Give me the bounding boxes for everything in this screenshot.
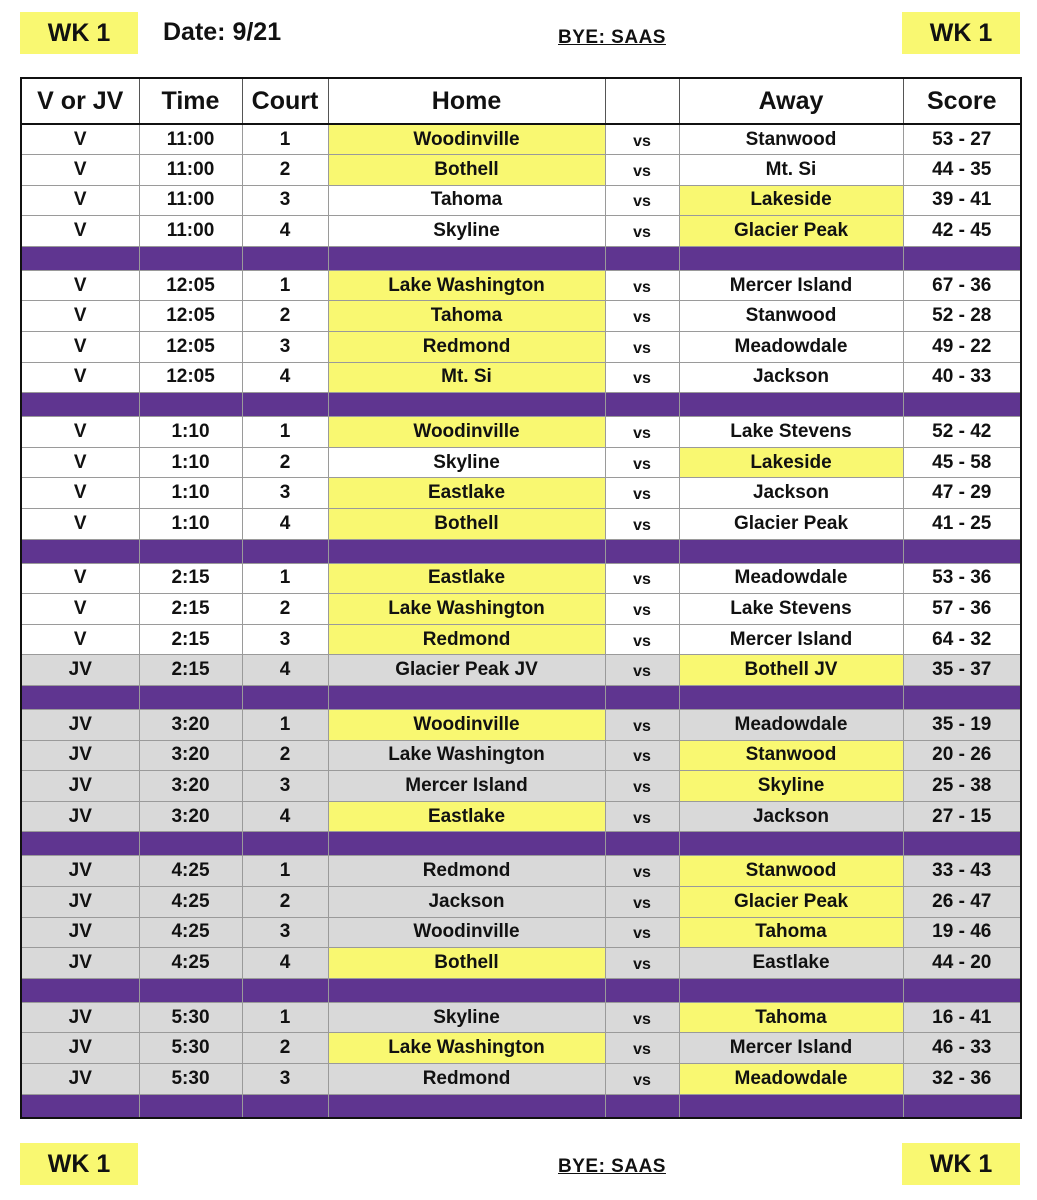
separator-cell <box>605 1094 679 1118</box>
score-cell: 27 - 15 <box>903 801 1021 832</box>
game-row <box>21 362 1021 393</box>
separator-cell <box>679 393 903 417</box>
away-team-cell: Stanwood <box>679 301 903 332</box>
score-cell: 19 - 46 <box>903 917 1021 948</box>
separator-cell <box>139 246 242 270</box>
time-cell: 2:15 <box>139 563 242 594</box>
vs-cell: vs <box>605 624 679 655</box>
group-separator <box>21 393 1021 417</box>
game-row <box>21 856 1021 887</box>
time-cell: 1:10 <box>139 417 242 448</box>
court-cell: 4 <box>242 655 328 686</box>
separator-cell <box>21 832 139 856</box>
vs-cell: vs <box>605 417 679 448</box>
separator-cell <box>605 539 679 563</box>
score-cell: 44 - 35 <box>903 155 1021 186</box>
bye-label-bottom: BYE: SAAS <box>558 1156 666 1177</box>
time-cell: 3:20 <box>139 710 242 741</box>
score-cell: 35 - 19 <box>903 710 1021 741</box>
score-cell: 67 - 36 <box>903 270 1021 301</box>
home-team-cell: Redmond <box>328 1063 605 1094</box>
separator-cell <box>139 539 242 563</box>
home-team-cell: Woodinville <box>328 417 605 448</box>
date-label: Date: 9/21 <box>163 18 282 46</box>
away-team-cell: Meadowdale <box>679 1063 903 1094</box>
away-team-cell: Meadowdale <box>679 332 903 363</box>
score-cell: 20 - 26 <box>903 740 1021 771</box>
score-cell: 41 - 25 <box>903 509 1021 540</box>
score-cell: 49 - 22 <box>903 332 1021 363</box>
vs-cell: vs <box>605 270 679 301</box>
separator-cell <box>903 246 1021 270</box>
away-team-cell: Glacier Peak <box>679 509 903 540</box>
vs-cell: vs <box>605 563 679 594</box>
level-cell: V <box>21 362 139 393</box>
game-row <box>21 948 1021 979</box>
separator-cell <box>679 539 903 563</box>
time-cell: 2:15 <box>139 655 242 686</box>
court-cell: 2 <box>242 594 328 625</box>
court-cell: 1 <box>242 856 328 887</box>
separator-cell <box>242 832 328 856</box>
level-cell: V <box>21 447 139 478</box>
home-team-cell: Lake Washington <box>328 270 605 301</box>
away-team-cell: Lakeside <box>679 447 903 478</box>
away-team-cell: Bothell JV <box>679 655 903 686</box>
time-cell: 5:30 <box>139 1002 242 1033</box>
vs-cell: vs <box>605 185 679 216</box>
court-cell: 4 <box>242 948 328 979</box>
court-cell: 4 <box>242 509 328 540</box>
score-cell: 57 - 36 <box>903 594 1021 625</box>
home-team-cell: Skyline <box>328 447 605 478</box>
court-cell: 2 <box>242 155 328 186</box>
separator-cell <box>21 686 139 710</box>
vs-cell: vs <box>605 917 679 948</box>
level-cell: JV <box>21 801 139 832</box>
game-row <box>21 301 1021 332</box>
score-cell: 33 - 43 <box>903 856 1021 887</box>
court-cell: 4 <box>242 801 328 832</box>
home-team-cell: Tahoma <box>328 301 605 332</box>
time-cell: 12:05 <box>139 362 242 393</box>
home-team-cell: Lake Washington <box>328 594 605 625</box>
level-cell: V <box>21 332 139 363</box>
game-row <box>21 771 1021 802</box>
away-team-cell: Stanwood <box>679 856 903 887</box>
vs-cell: vs <box>605 509 679 540</box>
header-row <box>21 78 1021 124</box>
score-cell: 47 - 29 <box>903 478 1021 509</box>
separator-cell <box>903 1094 1021 1118</box>
away-team-cell: Meadowdale <box>679 563 903 594</box>
level-cell: JV <box>21 655 139 686</box>
game-row <box>21 801 1021 832</box>
court-cell: 2 <box>242 1033 328 1064</box>
separator-cell <box>21 1094 139 1118</box>
level-cell: JV <box>21 917 139 948</box>
home-team-cell: Jackson <box>328 886 605 917</box>
separator-cell <box>679 1094 903 1118</box>
group-separator <box>21 1094 1021 1118</box>
level-cell: V <box>21 124 139 155</box>
vs-cell: vs <box>605 447 679 478</box>
court-cell: 3 <box>242 332 328 363</box>
level-cell: V <box>21 594 139 625</box>
vs-cell: vs <box>605 362 679 393</box>
score-cell: 45 - 58 <box>903 447 1021 478</box>
separator-cell <box>242 393 328 417</box>
game-row <box>21 740 1021 771</box>
time-cell: 3:20 <box>139 771 242 802</box>
time-cell: 4:25 <box>139 948 242 979</box>
game-row <box>21 594 1021 625</box>
level-cell: JV <box>21 1063 139 1094</box>
score-cell: 64 - 32 <box>903 624 1021 655</box>
court-cell: 1 <box>242 270 328 301</box>
home-team-cell: Eastlake <box>328 478 605 509</box>
score-cell: 52 - 28 <box>903 301 1021 332</box>
away-team-cell: Jackson <box>679 362 903 393</box>
group-separator <box>21 978 1021 1002</box>
time-cell: 4:25 <box>139 917 242 948</box>
separator-cell <box>679 246 903 270</box>
vs-cell: vs <box>605 740 679 771</box>
group-separator <box>21 539 1021 563</box>
time-cell: 1:10 <box>139 478 242 509</box>
level-cell: JV <box>21 948 139 979</box>
court-cell: 3 <box>242 624 328 655</box>
time-cell: 1:10 <box>139 447 242 478</box>
separator-cell <box>328 686 605 710</box>
away-team-cell: Lake Stevens <box>679 417 903 448</box>
home-team-cell: Eastlake <box>328 801 605 832</box>
vs-cell: vs <box>605 1033 679 1064</box>
away-team-cell: Glacier Peak <box>679 886 903 917</box>
vs-cell: vs <box>605 1002 679 1033</box>
court-cell: 3 <box>242 185 328 216</box>
separator-cell <box>242 686 328 710</box>
game-row <box>21 124 1021 155</box>
schedule-body <box>21 124 1021 1118</box>
column-header-vs <box>605 78 679 124</box>
game-row <box>21 185 1021 216</box>
schedule-table <box>20 77 1022 1119</box>
vs-cell: vs <box>605 478 679 509</box>
away-team-cell: Glacier Peak <box>679 216 903 247</box>
week-badge-top-left: WK 1 <box>20 12 138 54</box>
home-team-cell: Skyline <box>328 1002 605 1033</box>
home-team-cell: Mt. Si <box>328 362 605 393</box>
separator-cell <box>605 393 679 417</box>
level-cell: V <box>21 216 139 247</box>
court-cell: 3 <box>242 478 328 509</box>
time-cell: 5:30 <box>139 1063 242 1094</box>
separator-cell <box>605 686 679 710</box>
away-team-cell: Skyline <box>679 771 903 802</box>
game-row <box>21 155 1021 186</box>
separator-cell <box>21 978 139 1002</box>
level-cell: V <box>21 478 139 509</box>
bye-label-top: BYE: SAAS <box>558 27 666 48</box>
group-separator <box>21 832 1021 856</box>
column-header-score: Score <box>903 78 1021 124</box>
game-row <box>21 417 1021 448</box>
separator-cell <box>605 832 679 856</box>
separator-cell <box>21 539 139 563</box>
away-team-cell: Mercer Island <box>679 1033 903 1064</box>
home-team-cell: Woodinville <box>328 917 605 948</box>
court-cell: 2 <box>242 301 328 332</box>
game-row <box>21 886 1021 917</box>
vs-cell: vs <box>605 332 679 363</box>
vs-cell: vs <box>605 771 679 802</box>
home-team-cell: Skyline <box>328 216 605 247</box>
time-cell: 2:15 <box>139 594 242 625</box>
time-cell: 12:05 <box>139 301 242 332</box>
vs-cell: vs <box>605 155 679 186</box>
away-team-cell: Mercer Island <box>679 270 903 301</box>
score-cell: 46 - 33 <box>903 1033 1021 1064</box>
home-team-cell: Bothell <box>328 155 605 186</box>
separator-cell <box>903 393 1021 417</box>
column-header-court: Court <box>242 78 328 124</box>
score-cell: 32 - 36 <box>903 1063 1021 1094</box>
score-cell: 44 - 20 <box>903 948 1021 979</box>
away-team-cell: Jackson <box>679 478 903 509</box>
score-cell: 53 - 27 <box>903 124 1021 155</box>
away-team-cell: Eastlake <box>679 948 903 979</box>
separator-cell <box>328 832 605 856</box>
time-cell: 3:20 <box>139 740 242 771</box>
level-cell: V <box>21 624 139 655</box>
column-header-time: Time <box>139 78 242 124</box>
separator-cell <box>139 393 242 417</box>
separator-cell <box>139 686 242 710</box>
vs-cell: vs <box>605 886 679 917</box>
game-row <box>21 509 1021 540</box>
separator-cell <box>903 832 1021 856</box>
away-team-cell: Mercer Island <box>679 624 903 655</box>
time-cell: 11:00 <box>139 155 242 186</box>
home-team-cell: Bothell <box>328 509 605 540</box>
score-cell: 53 - 36 <box>903 563 1021 594</box>
home-team-cell: Lake Washington <box>328 740 605 771</box>
separator-cell <box>242 539 328 563</box>
level-cell: V <box>21 417 139 448</box>
separator-cell <box>328 246 605 270</box>
time-cell: 4:25 <box>139 856 242 887</box>
game-row <box>21 563 1021 594</box>
level-cell: JV <box>21 1002 139 1033</box>
away-team-cell: Stanwood <box>679 740 903 771</box>
vs-cell: vs <box>605 216 679 247</box>
vs-cell: vs <box>605 801 679 832</box>
court-cell: 2 <box>242 447 328 478</box>
time-cell: 5:30 <box>139 1033 242 1064</box>
score-cell: 16 - 41 <box>903 1002 1021 1033</box>
away-team-cell: Lakeside <box>679 185 903 216</box>
group-separator <box>21 246 1021 270</box>
separator-cell <box>139 832 242 856</box>
away-team-cell: Meadowdale <box>679 710 903 741</box>
vs-cell: vs <box>605 655 679 686</box>
level-cell: V <box>21 185 139 216</box>
court-cell: 3 <box>242 771 328 802</box>
court-cell: 2 <box>242 886 328 917</box>
time-cell: 12:05 <box>139 270 242 301</box>
separator-cell <box>21 393 139 417</box>
away-team-cell: Jackson <box>679 801 903 832</box>
away-team-cell: Tahoma <box>679 917 903 948</box>
separator-cell <box>328 539 605 563</box>
week-badge-bottom-right: WK 1 <box>902 1143 1020 1185</box>
separator-cell <box>21 246 139 270</box>
home-team-cell: Woodinville <box>328 710 605 741</box>
game-row <box>21 655 1021 686</box>
time-cell: 11:00 <box>139 216 242 247</box>
court-cell: 1 <box>242 417 328 448</box>
home-team-cell: Redmond <box>328 624 605 655</box>
separator-cell <box>679 832 903 856</box>
court-cell: 4 <box>242 216 328 247</box>
vs-cell: vs <box>605 948 679 979</box>
home-team-cell: Tahoma <box>328 185 605 216</box>
column-header-level: V or JV <box>21 78 139 124</box>
separator-cell <box>605 246 679 270</box>
court-cell: 1 <box>242 563 328 594</box>
court-cell: 1 <box>242 710 328 741</box>
separator-cell <box>328 1094 605 1118</box>
time-cell: 11:00 <box>139 124 242 155</box>
home-team-cell: Redmond <box>328 856 605 887</box>
score-cell: 52 - 42 <box>903 417 1021 448</box>
level-cell: V <box>21 509 139 540</box>
group-separator <box>21 686 1021 710</box>
court-cell: 3 <box>242 1063 328 1094</box>
level-cell: V <box>21 270 139 301</box>
separator-cell <box>139 978 242 1002</box>
home-team-cell: Eastlake <box>328 563 605 594</box>
court-cell: 2 <box>242 740 328 771</box>
time-cell: 3:20 <box>139 801 242 832</box>
game-row <box>21 270 1021 301</box>
column-header-away: Away <box>679 78 903 124</box>
separator-cell <box>903 539 1021 563</box>
separator-cell <box>679 686 903 710</box>
court-cell: 1 <box>242 124 328 155</box>
game-row <box>21 710 1021 741</box>
away-team-cell: Lake Stevens <box>679 594 903 625</box>
game-row <box>21 624 1021 655</box>
level-cell: JV <box>21 740 139 771</box>
week-badge-bottom-left: WK 1 <box>20 1143 138 1185</box>
home-team-cell: Lake Washington <box>328 1033 605 1064</box>
score-cell: 35 - 37 <box>903 655 1021 686</box>
away-team-cell: Stanwood <box>679 124 903 155</box>
time-cell: 12:05 <box>139 332 242 363</box>
game-row <box>21 216 1021 247</box>
separator-cell <box>605 978 679 1002</box>
vs-cell: vs <box>605 124 679 155</box>
week-badge-top-right: WK 1 <box>902 12 1020 54</box>
level-cell: V <box>21 563 139 594</box>
home-team-cell: Woodinville <box>328 124 605 155</box>
level-cell: JV <box>21 771 139 802</box>
score-cell: 42 - 45 <box>903 216 1021 247</box>
vs-cell: vs <box>605 1063 679 1094</box>
separator-cell <box>328 978 605 1002</box>
game-row <box>21 917 1021 948</box>
separator-cell <box>903 686 1021 710</box>
level-cell: JV <box>21 856 139 887</box>
game-row <box>21 478 1021 509</box>
vs-cell: vs <box>605 710 679 741</box>
separator-cell <box>139 1094 242 1118</box>
level-cell: V <box>21 155 139 186</box>
score-cell: 39 - 41 <box>903 185 1021 216</box>
separator-cell <box>242 246 328 270</box>
separator-cell <box>242 1094 328 1118</box>
score-cell: 25 - 38 <box>903 771 1021 802</box>
separator-cell <box>679 978 903 1002</box>
away-team-cell: Mt. Si <box>679 155 903 186</box>
court-cell: 1 <box>242 1002 328 1033</box>
vs-cell: vs <box>605 856 679 887</box>
home-team-cell: Glacier Peak JV <box>328 655 605 686</box>
court-cell: 4 <box>242 362 328 393</box>
level-cell: V <box>21 301 139 332</box>
game-row <box>21 332 1021 363</box>
game-row <box>21 1002 1021 1033</box>
time-cell: 2:15 <box>139 624 242 655</box>
time-cell: 11:00 <box>139 185 242 216</box>
game-row <box>21 447 1021 478</box>
level-cell: JV <box>21 710 139 741</box>
time-cell: 4:25 <box>139 886 242 917</box>
separator-cell <box>903 978 1021 1002</box>
separator-cell <box>328 393 605 417</box>
home-team-cell: Bothell <box>328 948 605 979</box>
game-row <box>21 1033 1021 1064</box>
column-header-home: Home <box>328 78 605 124</box>
score-cell: 40 - 33 <box>903 362 1021 393</box>
game-row <box>21 1063 1021 1094</box>
score-cell: 26 - 47 <box>903 886 1021 917</box>
home-team-cell: Mercer Island <box>328 771 605 802</box>
away-team-cell: Tahoma <box>679 1002 903 1033</box>
level-cell: JV <box>21 1033 139 1064</box>
separator-cell <box>242 978 328 1002</box>
level-cell: JV <box>21 886 139 917</box>
vs-cell: vs <box>605 301 679 332</box>
time-cell: 1:10 <box>139 509 242 540</box>
vs-cell: vs <box>605 594 679 625</box>
home-team-cell: Redmond <box>328 332 605 363</box>
court-cell: 3 <box>242 917 328 948</box>
